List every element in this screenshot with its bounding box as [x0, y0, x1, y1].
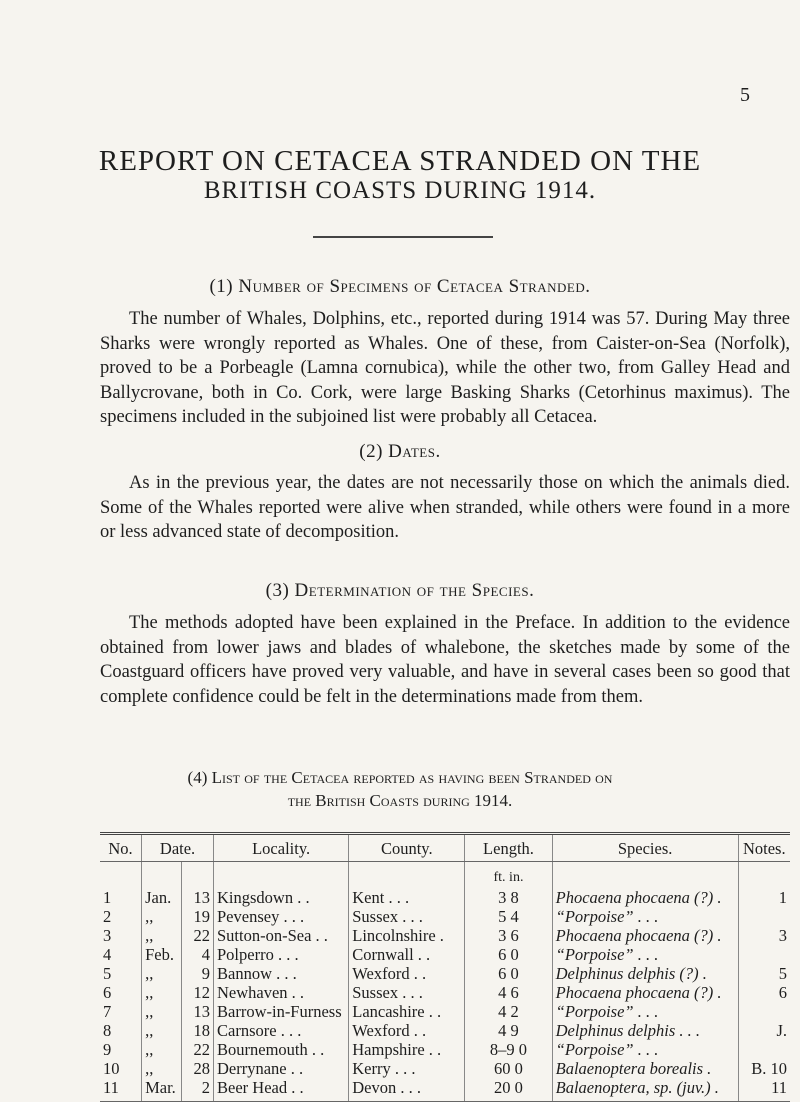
cell-no: 8: [103, 1021, 112, 1040]
cell-length: 6 0: [465, 964, 552, 983]
cell-month: Feb.: [142, 945, 182, 964]
title-rule: [313, 236, 493, 238]
cell-length: 4 2: [465, 1002, 552, 1021]
cell-month: ,,: [142, 907, 182, 926]
cell-notes: [738, 907, 790, 926]
header-notes: Notes.: [738, 834, 790, 862]
cell-month: ,,: [142, 1040, 182, 1059]
cell-species: Balaenoptera, sp. (juv.) .: [552, 1078, 738, 1102]
cell-locality: Pevensey . . .: [214, 907, 349, 926]
cell-no: 4: [103, 945, 112, 964]
cell-county: Sussex . . .: [349, 907, 465, 926]
cell-locality: Sutton-on-Sea . .: [214, 926, 349, 945]
cell-notes: 3: [738, 926, 790, 945]
title-line-1: REPORT ON CETACEA STRANDED ON THE: [98, 145, 702, 177]
cell-locality: Bournemouth . .: [214, 1040, 349, 1059]
cell-species: Phocaena phocaena (?) .: [552, 888, 738, 907]
cell-no: 1: [103, 888, 112, 907]
cell-month: ,,: [142, 964, 182, 983]
section-heading-species: (3) Determination of the Species.: [265, 580, 535, 601]
paragraph-species: The methods adopted have been explained in the Preface. In addition to the evidence obtained from lower jaws and blades of whalebone, the sketches made by some of the Coastguard officers have proved very valuable, and have in several cases been so good that complete confidence could be felt in the determinations made from them.: [100, 613, 790, 707]
table-row: [100, 983, 790, 1002]
cell-no: 2: [103, 907, 112, 926]
list-heading-line-2: the British Coasts during 1914.: [287, 791, 513, 810]
cell-day: 28: [182, 1059, 214, 1078]
cell-length: 8–9 0: [465, 1040, 552, 1059]
cell-month: ,,: [142, 1059, 182, 1078]
cell-notes: B. 10: [738, 1059, 790, 1078]
cell-no: 3: [103, 926, 112, 945]
table-row: [100, 964, 790, 983]
page-number: 5: [740, 84, 750, 106]
header-no: No.: [100, 834, 142, 862]
cell-day: 2: [182, 1078, 214, 1102]
cell-length: 5 4: [465, 907, 552, 926]
units-row: [100, 862, 790, 889]
cell-length: 3 8: [465, 888, 552, 907]
cell-species: “Porpoise” . . .: [552, 1002, 738, 1021]
cell-no: 6: [103, 983, 112, 1002]
cell-locality: Polperro . . .: [214, 945, 349, 964]
cell-species: Balaenoptera borealis .: [552, 1059, 738, 1078]
table-row: [100, 1021, 790, 1040]
cell-county: Cornwall . .: [349, 945, 465, 964]
header-date: Date.: [142, 834, 214, 862]
cell-county: Lancashire . .: [349, 1002, 465, 1021]
cell-species: Phocaena phocaena (?) .: [552, 983, 738, 1002]
cell-species: Delphinus delphis (?) .: [552, 964, 738, 983]
cell-month: ,,: [142, 1002, 182, 1021]
cell-no: 9: [103, 1040, 112, 1059]
cell-locality: Beer Head . .: [214, 1078, 349, 1102]
cell-county: Sussex . . .: [349, 983, 465, 1002]
cell-county: Wexford . .: [349, 1021, 465, 1040]
table-row: [100, 1059, 790, 1078]
cell-notes: 5: [738, 964, 790, 983]
paragraph-number: The number of Whales, Dolphins, etc., reported during 1914 was 57. During May three Sharks were wrongly reported as Whales. One of these, from Caister-on-Sea (Norfolk), proved to be a Porbeagle (Lamna cornubica), while the other two, from Galley Head and Ballycrovane, both in Co. Cork, were large Basking Sharks (Cetorhinus maximus). The specimens included in the subjoined list were probably all Cetacea.: [100, 309, 790, 427]
table-header-row: [100, 834, 790, 862]
title-line-2: BRITISH COASTS DURING 1914.: [203, 177, 597, 205]
cell-locality: Newhaven . .: [214, 983, 349, 1002]
cell-species: Delphinus delphis . . .: [552, 1021, 738, 1040]
cell-day: 9: [182, 964, 214, 983]
cell-month: ,,: [142, 1021, 182, 1040]
cell-species: Phocaena phocaena (?) .: [552, 926, 738, 945]
length-units: ft. in.: [465, 862, 552, 889]
cell-locality: Derrynane . .: [214, 1059, 349, 1078]
cell-no: 5: [103, 964, 112, 983]
cell-day: 12: [182, 983, 214, 1002]
cell-locality: Bannow . . .: [214, 964, 349, 983]
table-row: [100, 888, 790, 907]
cell-notes: J.: [738, 1021, 790, 1040]
cell-day: 18: [182, 1021, 214, 1040]
cell-species: “Porpoise” . . .: [552, 907, 738, 926]
cell-length: 20 0: [465, 1078, 552, 1102]
cell-notes: 1: [738, 888, 790, 907]
cell-notes: [738, 1040, 790, 1059]
table-row: [100, 907, 790, 926]
cell-day: 22: [182, 926, 214, 945]
cell-county: Wexford . .: [349, 964, 465, 983]
cell-county: Devon . . .: [349, 1078, 465, 1102]
cell-county: Lincolnshire .: [349, 926, 465, 945]
paragraph-dates: As in the previous year, the dates are not necessarily those on which the animals died. Some of the Whales reported were alive when stranded, while others were found in a more or less advanced state of decomposition.: [100, 473, 790, 542]
cell-species: “Porpoise” . . .: [552, 1040, 738, 1059]
cell-length: 4 6: [465, 983, 552, 1002]
cell-county: Kerry . . .: [349, 1059, 465, 1078]
cell-length: 4 9: [465, 1021, 552, 1040]
cell-length: 3 6: [465, 926, 552, 945]
cell-notes: 6: [738, 983, 790, 1002]
cell-county: Hampshire . .: [349, 1040, 465, 1059]
section-heading-dates: (2) Dates.: [359, 441, 441, 462]
cell-length: 60 0: [465, 1059, 552, 1078]
table-row: [100, 1078, 790, 1102]
list-heading: [0, 766, 800, 812]
cell-day: 22: [182, 1040, 214, 1059]
cell-length: 6 0: [465, 945, 552, 964]
cell-no: 10: [103, 1059, 120, 1078]
cell-locality: Carnsore . . .: [214, 1021, 349, 1040]
cell-locality: Barrow-in-Furness: [214, 1002, 349, 1021]
cell-no: 7: [103, 1002, 112, 1021]
list-heading-line-1: (4) List of the Cetacea reported as having been Stranded on: [187, 768, 613, 787]
cell-day: 13: [182, 888, 214, 907]
cell-county: Kent . . .: [349, 888, 465, 907]
cell-notes: [738, 945, 790, 964]
header-length: Length.: [465, 834, 552, 862]
header-species: Species.: [552, 834, 738, 862]
table-row: [100, 1002, 790, 1021]
cell-notes: [738, 1002, 790, 1021]
cell-day: 4: [182, 945, 214, 964]
header-locality: Locality.: [214, 834, 349, 862]
cell-locality: Kingsdown . .: [214, 888, 349, 907]
table-row: [100, 945, 790, 964]
report-title: [0, 145, 800, 205]
cell-month: Mar.: [142, 1078, 182, 1102]
cell-notes: 11: [738, 1078, 790, 1102]
section-heading-number: (1) Number of Specimens of Cetacea Stranded.: [209, 276, 591, 297]
header-county: County.: [349, 834, 465, 862]
cell-month: Jan.: [142, 888, 182, 907]
table-row: [100, 926, 790, 945]
cell-month: ,,: [142, 983, 182, 1002]
cell-day: 13: [182, 1002, 214, 1021]
cell-no: 11: [100, 1078, 142, 1102]
cell-month: ,,: [142, 926, 182, 945]
cell-day: 19: [182, 907, 214, 926]
table-row: [100, 1040, 790, 1059]
cell-species: “Porpoise” . . .: [552, 945, 738, 964]
strandings-table: [100, 832, 790, 1102]
